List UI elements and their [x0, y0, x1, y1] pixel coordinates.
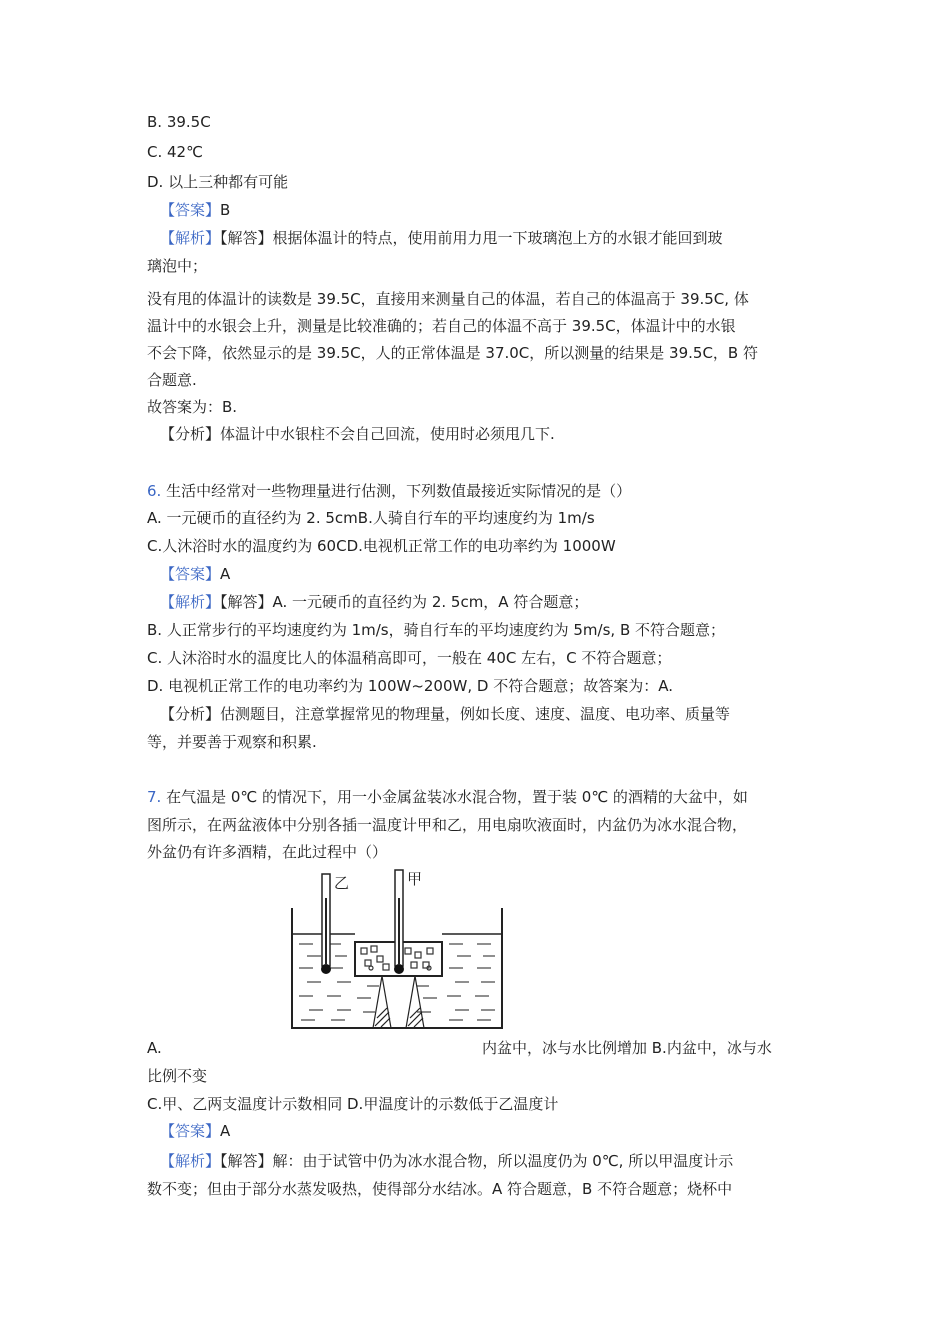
q6-options-ab: A. 一元硬币的直径约为 2. 5cmB.人骑自行车的平均速度约为 1m/s [147, 509, 595, 527]
answer-value: A [220, 1122, 231, 1140]
question-number: 7. [147, 788, 162, 806]
q6-fenxi-cont: 等，并要善于观察和积累. [147, 733, 317, 751]
answer-value: B [220, 201, 231, 219]
q5-body-2: 温计中的水银会上升，测量是比较准确的；若自己的体温不高于 39.5C，体温计中的水银 [147, 317, 736, 335]
q6-analysis [160, 592, 588, 612]
analysis-tag: 【解析】 [160, 1152, 221, 1170]
q6-answer [160, 564, 230, 584]
analysis-tag: 【解析】 [160, 229, 221, 247]
label-jia: 甲 [407, 870, 423, 888]
q5-option-c: C. 42℃ [147, 143, 203, 161]
q5-option-b: B. 39.5C [147, 113, 211, 131]
q7-option-a-text-cont: 比例不变 [147, 1067, 208, 1085]
answer-tag: 【答案】 [160, 1122, 221, 1140]
thermometer-jia [394, 870, 404, 974]
experiment-diagram [287, 868, 507, 1033]
q5-fenxi: 【分析】体温计中水银柱不会自己回流，使用时必须甩几下. [160, 425, 555, 443]
question-number: 6. [147, 482, 162, 500]
q5-option-d: D. 以上三种都有可能 [147, 173, 289, 191]
thermometer-yi [321, 874, 331, 974]
answer-value: A [220, 565, 231, 583]
analysis-tag: 【解析】 [160, 593, 221, 611]
q5-body-1: 没有甩的体温计的读数是 39.5C，直接用来测量自己的体温，若自己的体温高于 39.5C, 体 [147, 290, 749, 308]
q6-line-d: D. 电视机正常工作的电功率约为 100W~200W, D 不符合题意；故答案为：A. [147, 677, 673, 695]
stem-text: 生活中经常对一些物理量进行估测，下列数值最接近实际情况的是（） [161, 482, 632, 500]
q7-option-a-label: A. [147, 1039, 162, 1057]
label-yi: 乙 [334, 874, 350, 892]
q6-fenxi: 【分析】估测题目，注意掌握常见的物理量，例如长度、速度、温度、电功率、质量等 [160, 705, 731, 723]
q7-stem-1 [147, 787, 748, 807]
q5-body-4: 合题意. [147, 371, 197, 389]
q5-answer [160, 200, 230, 220]
analysis-text: 【解答】根据体温计的特点，使用前用力甩一下玻璃泡上方的水银才能回到玻 [220, 229, 723, 247]
answer-tag: 【答案】 [160, 565, 221, 583]
q6-stem [147, 481, 631, 501]
q7-stem-3: 外盆仍有许多酒精，在此过程中（） [147, 843, 388, 861]
q7-analysis [160, 1151, 733, 1171]
q5-analysis-cont: 璃泡中； [147, 257, 208, 275]
answer-tag: 【答案】 [160, 201, 221, 219]
q6-options-cd: C.人沐浴时水的温度约为 60CD.电视机正常工作的电功率约为 1000W [147, 537, 616, 555]
analysis-text: 【解答】解：由于试管中仍为冰水混合物，所以温度仍为 0℃, 所以甲温度计示 [220, 1152, 734, 1170]
q7-analysis-cont: 数不变；但由于部分水蒸发吸热，使得部分水结冰。A 符合题意，B 不符合题意；烧杯中 [147, 1180, 733, 1198]
q6-line-b: B. 人正常步行的平均速度约为 1m/s，骑自行车的平均速度约为 5m/s, B 不符合题意； [147, 621, 726, 639]
stem-text: 在气温是 0℃ 的情况下，用一小金属盆装冰水混合物，置于装 0℃ 的酒精的大盆中，如 [161, 788, 748, 806]
q7-answer [160, 1121, 230, 1141]
q7-option-a-text: 内盆中，冰与水比例增加 B.内盆中，冰与水 [482, 1039, 772, 1057]
q5-conclusion: 故答案为：B. [147, 398, 238, 416]
q5-body-3: 不会下降，依然显示的是 39.5C，人的正常体温是 37.0C，所以测量的结果是 39.5C，B 符 [147, 344, 758, 362]
q7-options-cd: C.甲、乙两支温度计示数相同 D.甲温度计的示数低于乙温度计 [147, 1095, 559, 1113]
q7-stem-2: 图所示，在两盆液体中分别各插一温度计甲和乙，用电扇吹液面时，内盆仍为冰水混合物， [147, 816, 748, 834]
q5-analysis [160, 228, 723, 248]
analysis-text: 【解答】A. 一元硬币的直径约为 2. 5cm，A 符合题意； [220, 593, 589, 611]
support-stands [373, 976, 424, 1028]
q6-line-c: C. 人沐浴时水的温度比人的体温稍高即可，一般在 40C 左右，C 不符合题意； [147, 649, 672, 667]
